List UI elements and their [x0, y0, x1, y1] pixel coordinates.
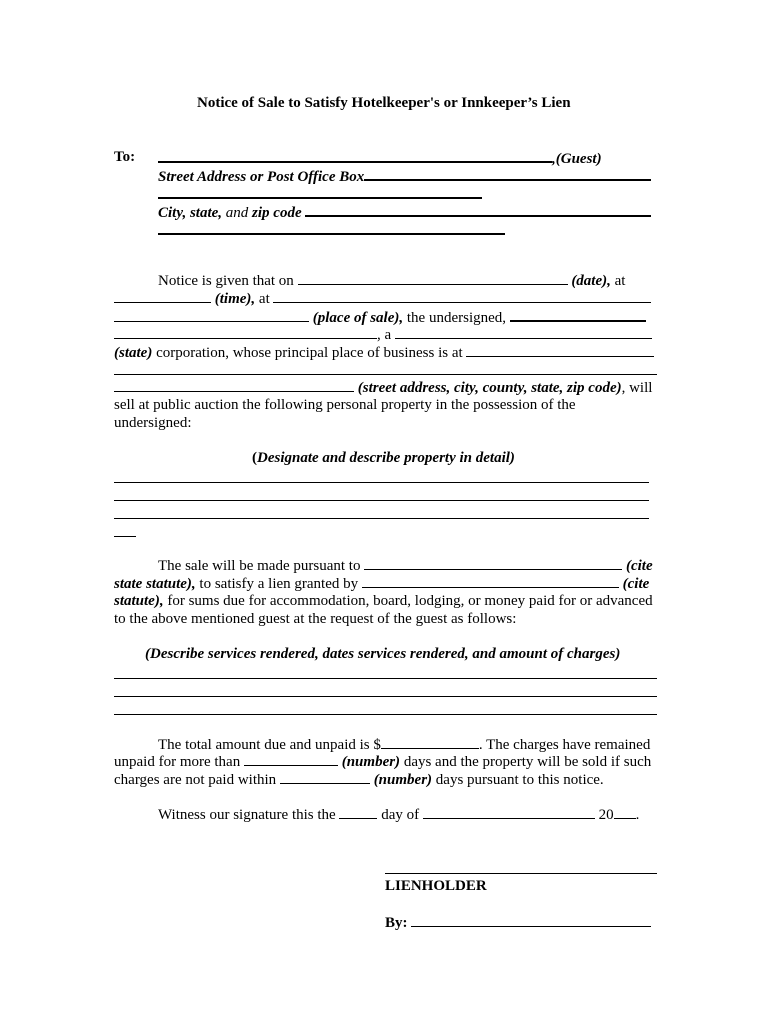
total-charges: charges are not paid within — [114, 772, 280, 788]
street-full-label: (street address, city, county, state, zip code) — [357, 380, 622, 396]
number-days-blank-2[interactable] — [280, 770, 370, 784]
services-blank-3[interactable] — [114, 714, 657, 715]
by-line — [385, 913, 651, 932]
witness-line — [158, 805, 639, 824]
guest-line — [158, 148, 602, 168]
notice-line-9: undersigned: — [114, 415, 192, 431]
date-label: (date), — [571, 273, 611, 289]
city-and: and — [222, 205, 253, 221]
designate-heading — [252, 449, 515, 467]
lienholder-label: LIENHOLDER — [385, 878, 487, 894]
total-unpaid: unpaid for more than — [114, 754, 244, 770]
state-label: (state) — [114, 345, 153, 361]
guest-label: ,(Guest) — [552, 151, 602, 167]
number-label-1: (number) — [341, 754, 401, 770]
by-signature-blank[interactable] — [411, 913, 651, 927]
services-blank-2[interactable] — [114, 696, 657, 697]
state-statute-label: state statute), — [114, 576, 196, 592]
notice-line-2 — [114, 289, 651, 308]
statute-blank[interactable] — [362, 574, 619, 588]
undersigned-blank[interactable] — [510, 307, 646, 322]
cite-label-1: (cite — [625, 558, 653, 574]
time-blank[interactable] — [114, 289, 211, 303]
state-blank[interactable] — [395, 325, 652, 339]
total-sold: days and the property will be sold if such — [400, 754, 652, 770]
witness-end: . — [635, 807, 640, 823]
property-blank-3[interactable] — [114, 518, 649, 519]
notice-at-2: at — [255, 291, 274, 307]
time-label: (time), — [214, 291, 256, 307]
street-label: Street Address or Post Office Box — [158, 169, 365, 185]
state-statute-blank[interactable] — [364, 556, 622, 570]
to-label: To: — [114, 149, 136, 165]
undersigned-continuation-blank[interactable] — [114, 325, 377, 339]
notice-line-5 — [114, 343, 654, 362]
notice-at-1: at — [610, 273, 626, 289]
total-line-2 — [114, 752, 651, 771]
principal-place-continuation-blank[interactable] — [114, 374, 657, 375]
designate-text: Designate and describe property in detail) — [257, 450, 515, 466]
notice-line-1 — [158, 271, 625, 290]
sale-line-4: to the above mentioned guest at the request of the guest as follows: — [114, 611, 517, 627]
total-remained: . The charges have remained — [478, 737, 651, 753]
cite-label-2: (cite — [622, 576, 650, 592]
witness-intro: Witness our signature this the — [158, 807, 340, 823]
street-line — [158, 166, 651, 186]
witness-day: day of — [377, 807, 423, 823]
statute-label: statute), — [114, 593, 164, 609]
zip-label: zip code — [252, 205, 302, 221]
property-blank-4[interactable] — [114, 536, 136, 537]
document-title: Notice of Sale to Satisfy Hotelkeeper's or Innkeeper’s Lien — [197, 95, 571, 111]
total-intro: The total amount due and unpaid is $ — [158, 737, 381, 753]
by-label: By: — [385, 915, 408, 931]
notice-line-3 — [114, 307, 646, 327]
city-label: City, state, — [158, 205, 223, 221]
number-label-2: (number) — [373, 772, 433, 788]
notice-line-7 — [114, 378, 652, 397]
notice-line-4 — [114, 325, 652, 344]
property-blank-2[interactable] — [114, 500, 649, 501]
principal-place-blank[interactable] — [466, 343, 654, 357]
street-continuation-blank[interactable] — [158, 197, 482, 199]
notice-undersigned: the undersigned, — [403, 310, 510, 326]
witness-year: 20 — [594, 807, 614, 823]
lienholder-signature-blank[interactable] — [385, 873, 657, 874]
total-line-3 — [114, 770, 604, 789]
sale-line-2 — [114, 574, 649, 593]
day-blank[interactable] — [339, 805, 377, 819]
place-label: (place of sale), — [312, 310, 404, 326]
sale-sums: for sums due for accommodation, board, lodging, or money paid for or advanced — [163, 593, 653, 609]
sale-satisfy: to satisfy a lien granted by — [195, 576, 362, 592]
sale-line-1 — [158, 556, 653, 575]
sale-line-3 — [114, 592, 653, 610]
date-blank[interactable] — [298, 271, 568, 285]
place-continuation-blank[interactable] — [114, 308, 309, 322]
total-pursuant: days pursuant to this notice. — [432, 772, 604, 788]
notice-corp: corporation, whose principal place of business is at — [152, 345, 467, 361]
notice-line-8: sell at public auction the following personal property in the possession of the — [114, 397, 576, 413]
services-blank-1[interactable] — [114, 678, 657, 679]
notice-will: , will — [621, 380, 653, 396]
property-blank-1[interactable] — [114, 482, 649, 483]
notice-intro: Notice is given that on — [158, 273, 298, 289]
city-blank[interactable] — [305, 202, 651, 217]
designate-open-paren: ( — [252, 450, 257, 466]
month-blank[interactable] — [423, 805, 595, 819]
place-blank[interactable] — [273, 289, 651, 303]
describe-services-heading: (Describe services rendered, dates services rendered, and amount of charges) — [145, 646, 621, 662]
notice-comma-a: , a — [377, 327, 395, 343]
city-line — [158, 202, 651, 222]
guest-name-blank[interactable] — [158, 148, 552, 163]
year-blank[interactable] — [614, 805, 636, 819]
city-continuation-blank[interactable] — [158, 233, 505, 235]
number-days-blank-1[interactable] — [244, 752, 338, 766]
street-blank[interactable] — [364, 166, 651, 181]
street-full-blank[interactable] — [114, 378, 354, 392]
amount-blank[interactable] — [381, 735, 479, 749]
sale-intro: The sale will be made pursuant to — [158, 558, 365, 574]
